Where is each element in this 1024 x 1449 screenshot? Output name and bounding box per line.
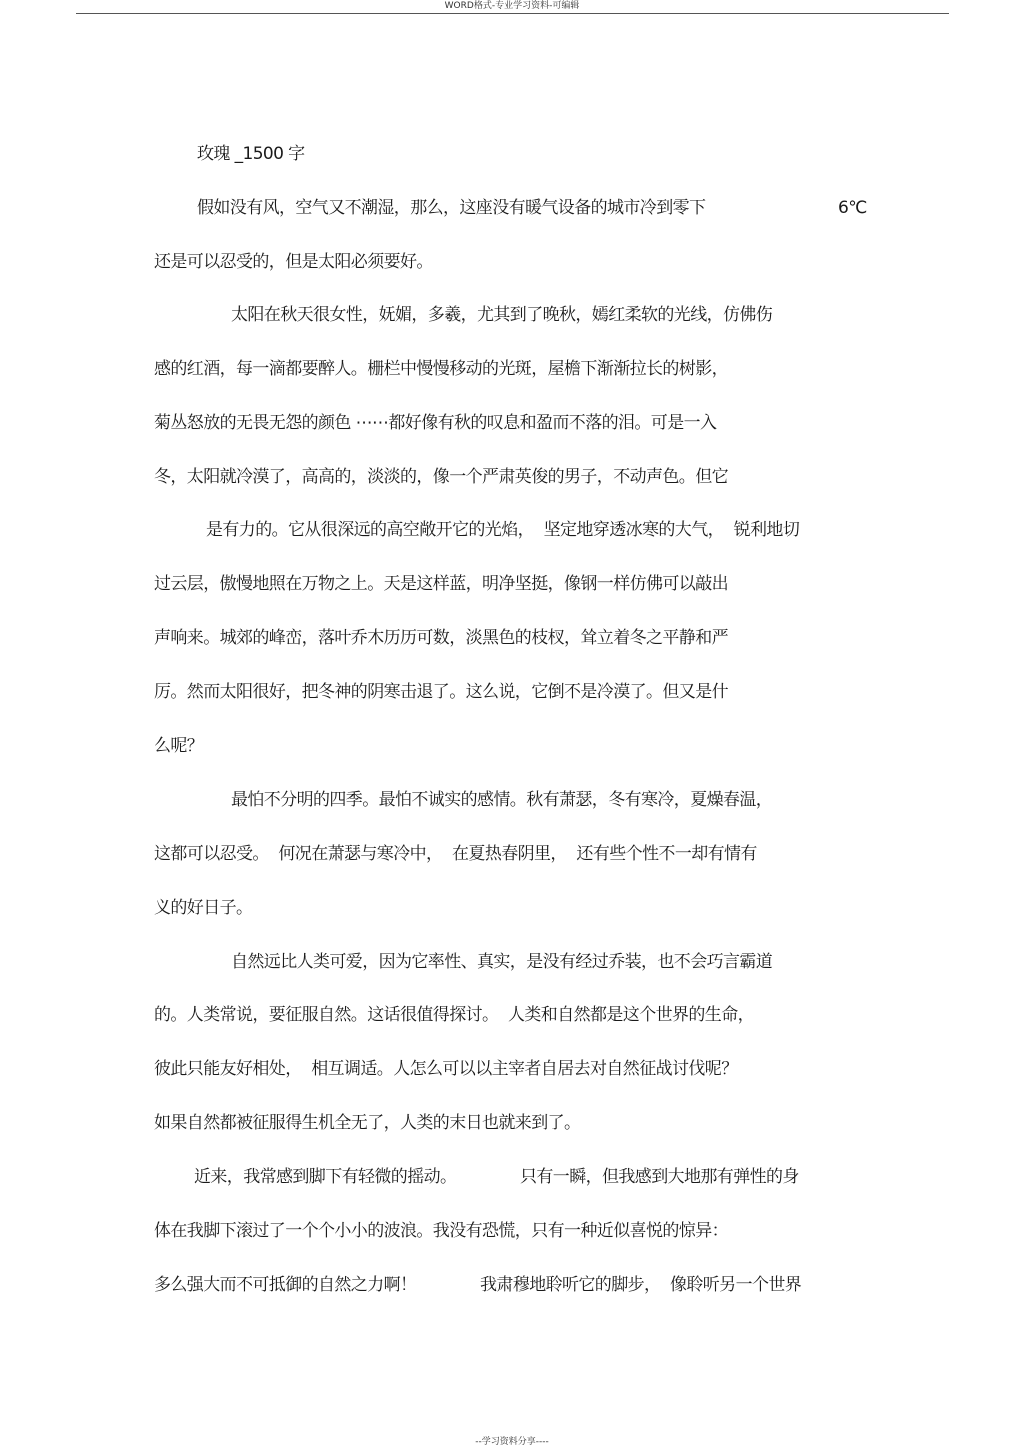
paragraph-line: 近来，我常感到脚下有轻微的摇动。	[194, 1167, 457, 1187]
paragraph-line: 体在我脚下滚过了一个个小小的波浪。我没有恐慌，只有一种近似喜悦的惊异：	[154, 1221, 728, 1241]
paragraph-line: 的。人类常说，要征服自然。这话很值得探讨。 人类和自然都是这个世界的生命，	[154, 1005, 755, 1025]
header-divider	[76, 13, 949, 14]
paragraph-line: 我肃穆地聆听它的脚步， 像聆听另一个世界	[480, 1275, 802, 1295]
page-header: WORD格式-专业学习资料-可编辑	[444, 1, 580, 11]
paragraph-line: 彼此只能友好相处， 相互调适。人怎么可以以主宰者自居去对自然征战讨伐呢？	[154, 1059, 738, 1079]
document-title: 玫瑰 _1500 字	[197, 144, 305, 164]
paragraph-line: 这都可以忍受。 何况在萧瑟与寒冷中， 在夏热春阴里， 还有些个性不一却有情有	[154, 844, 757, 864]
paragraph-line: 自然远比人类可爱，因为它率性、真实，是没有经过乔装，也不会巧言霸道	[231, 952, 773, 972]
paragraph-line: 只有一瞬，但我感到大地那有弹性的身	[520, 1167, 799, 1187]
paragraph-line: 太阳在秋天很女性，妩媚，多羲，尤其到了晚秋，嫣红柔软的光线，仿佛伤	[231, 305, 773, 325]
paragraph-line: 义的好日子。	[154, 898, 253, 918]
paragraph-line: 假如没有风，空气又不潮湿，那么，这座没有暖气设备的城市冷到零下	[197, 198, 706, 218]
paragraph-line: 是有力的。它从很深远的高空敞开它的光焰， 坚定地穿透冰寒的大气， 锐利地切	[206, 520, 800, 540]
paragraph-line: 6℃	[838, 198, 867, 218]
paragraph-line: 菊丛怒放的无畏无怨的颜色 ⋯⋯都好像有秋的叹息和盈而不落的泪。可是一入	[154, 413, 717, 433]
paragraph-line: 最怕不分明的四季。最怕不诚实的感情。秋有萧瑟，冬有寒冷，夏燥春温，	[231, 790, 773, 810]
paragraph-line: 感的红酒，每一滴都要醉人。栅栏中慢慢移动的光斑，屋檐下渐渐拉长的树影，	[154, 359, 728, 379]
paragraph-line: 多么强大而不可抵御的自然之力啊！	[154, 1275, 417, 1295]
paragraph-line: 冬，太阳就冷漠了，高高的，淡淡的，像一个严肃英俊的男子，不动声色。但它	[154, 467, 728, 487]
page-footer: --学习资料分享----	[475, 1437, 549, 1447]
paragraph-line: 厉。然而太阳很好，把冬神的阴寒击退了。这么说，它倒不是冷漠了。但又是什	[154, 682, 728, 702]
paragraph-line: 还是可以忍受的，但是太阳必须要好。	[154, 252, 433, 272]
paragraph-line: 么呢？	[154, 736, 204, 756]
paragraph-line: 声响来。城郊的峰峦，落叶乔木历历可数，淡黑色的枝杈，耸立着冬之平静和严	[154, 628, 728, 648]
paragraph-line: 过云层，傲慢地照在万物之上。天是这样蓝，明净坚挺，像钢一样仿佛可以敲出	[154, 574, 728, 594]
paragraph-line: 如果自然都被征服得生机全无了，人类的末日也就来到了。	[154, 1113, 581, 1133]
